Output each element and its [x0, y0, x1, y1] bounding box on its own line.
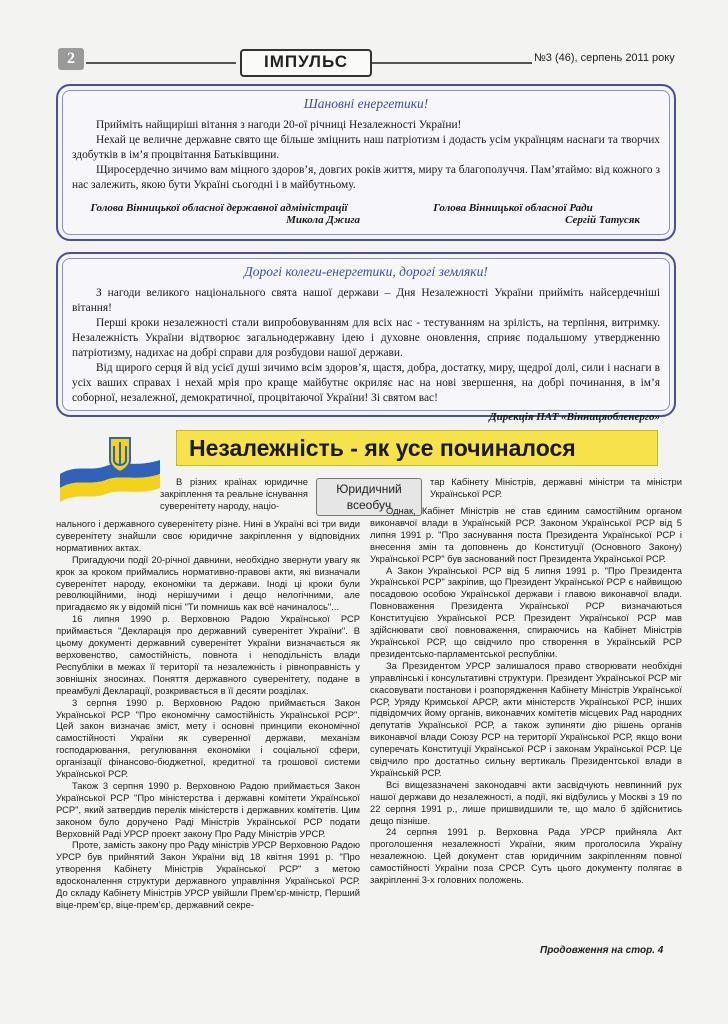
signature-right: [366, 202, 660, 226]
signature-left-title: Голова Вінницької обласної державної адміністрації: [90, 202, 348, 214]
rubric-line: Юридичний: [336, 482, 402, 496]
rubric-line: всеобуч: [346, 498, 392, 512]
article-column-left: [56, 518, 360, 911]
article-paragraph: Всі вищезазначені законодавчі акти засвідчують невпинний рух нашої держави до незалежності, а події, які відбулись у Москві з 19 по 22 серпня 1991 р., лише пришвидшили те, що мало б здійснитись дещо пізніше.: [370, 778, 682, 826]
greeting-paragraph: Щиросердечно зичимо вам міцного здоров’я, довгих років життя, миру та благополуччя. Пам’ятаймо: від кожного з нас залежить, якою бути Україні сьогодні і в майбутньому.: [72, 164, 660, 191]
article-lead: [160, 476, 308, 512]
article-paragraph: 24 серпня 1991 р. Верховна Рада УРСР прийняла Акт проголошення незалежності України, яким проголосила Україну незалежною. Цей документ став юридичним закріпленням повної самостійності України поза СРСР. Суть цього документу полягає в закріпленні 3-х головних положень.: [370, 826, 682, 886]
article-paragraph: 16 липня 1990 р. Верховною Радою Української РСР приймається "Декларація про державний суверенітет України". В цьому документі державний суверенітет України визначається як верховенство, самостійність, повнота і неподільність влади Республіки в межах її території та незалежність і рівноправність у зовнішніх зносинах. Поняття державного суверенітету, подане в преамбулі Декларації, розкривається в її десяти розділах.: [56, 613, 360, 696]
ukrainian-flag-emblem-icon: [56, 430, 164, 510]
greeting-paragraph: Прийміть найщиріші вітання з нагоди 20-ої річниці Незалежності України!: [96, 119, 462, 131]
continued-note: Продовження на стор. 4: [540, 945, 664, 956]
article-paragraph: За Президентом УРСР залишалося право створювати необхідні управлінські і консультативні структури. Президент Української РСР міг скасовувати постанови і розпорядження Кабінету Міністрів Української РСР, Уряду Кримської АРСР, акти міністерств Української РСР, інших підвідомчих йому органів, виконавчих комітетів місцевих Рад народних депутатів Української РСР, а також зупиняти дію рішень органів виконавчої влади Союзу РСР на території Української РСР, якщо вони суперечать Конституції Української РСР і законам Української РСР. Це свідчило про достатньо сильну вертикаль Президентської влади в Українській РСР.: [370, 659, 682, 778]
greeting-box-officials: [56, 84, 676, 241]
article-paragraph: тар Кабінету Міністрів, державні міністри та міністри Української РСР.: [430, 476, 682, 499]
header-rule-left: [86, 62, 236, 64]
signatures: [72, 202, 660, 226]
greeting-paragraph: З нагоди великого національного свята нашої держави – Дня Незалежності України прийміть найсердечніші вітання!: [72, 287, 660, 314]
greeting-title: Дорогі колеги-енергетики, дорогі земляки!: [244, 264, 488, 279]
article-headline: Незалежність - як усе починалося: [176, 430, 658, 466]
article-paragraph: Однак, Кабінет Міністрів не став єдиним самостійним органом виконавчої влади в Українській РСР. Законом Української РСР від 5 липня 1991 р. "Про заснування поста Президента Української РСР і внесення змін та доповнень до Конституції (Основного Закону) Української РСР" був заснований пост Президента Української РСР.: [370, 505, 682, 564]
article-paragraph: Також 3 серпня 1990 р. Верховною Радою приймається Закон Української РСР "Про міністерства і державні комітети Української РСР", який затвердив перелік міністерств і державних комітетів. Цим законом було доручено Раді Міністрів Української РСР подати Верховній Раді УРСР проект закону Про Раду Міністрів УРСР.: [56, 779, 360, 839]
article-paragraph: А Закон Української РСР від 5 липня 1991 р. "Про Президента Української РСР" закріпив, що Президент Української РСР є найвищою посадовою особою Української держави і главою виконавчої влади. Повноваження Президента Української РСР визначаються Конституцією Української РСР. Президент Української РСР мав здійснювати свої повноваження, спираючись на Кабінет Міністрів Української РСР, що свідчило про створення в Українській РСР президентсько-парламентської республіки.: [370, 564, 682, 659]
article-column-right-top: [430, 476, 682, 500]
issue-date: №3 (46), серпень 2011 року: [534, 52, 675, 64]
lead-paragraph: В різних країнах юридичне закріплення та реальне існування суверенітету народу, націо-: [160, 476, 308, 511]
signature-left-name: Микола Джига: [286, 214, 360, 226]
greeting-box-company: [56, 252, 676, 423]
article-paragraph: нального і державного суверенітету різне. Нині в Україні всі три види суверенітету знайшли своє юридичне закріплення у відповідних нормативних актах.: [56, 518, 360, 553]
page-number: 2: [58, 48, 84, 70]
article-paragraph: Пригадуючи події 20-річної давнини, необхідно звернути увагу як крок за кроком приймались нормативно-правові акти, які визначали суверенітет народу, економіки та держави. Іноді ці кроки були революційними, іноді нерішучими і дещо нелогічними, але пригадаємо як у відомій пісні "Ти помнишь как всё начиналось"...: [56, 553, 360, 613]
company-signature: Дирекція ПАТ «Вінницяобленерго»: [489, 411, 660, 423]
signature-left: [72, 202, 366, 226]
header-rule-right: [372, 62, 532, 64]
greeting-title: Шановні енергетики!: [303, 96, 429, 111]
article-paragraph: 3 серпня 1990 р. Верховною Радою приймається Закон Української РСР "Про економічну самостійність Української РСР". Цей закон визначає зміст, мету і основні принципи економічної самостійності України як суверенної держави, механізм господарювання, регулювання економіки і соціальної сфери, організації фінансово-бюджетної, кредитної та грошової системи Української РСР.: [56, 696, 360, 780]
greeting-paragraph: Перші кроки незалежності стали випробовуванням для всіх нас - тестуванням на зрілість, на терпіння, витримку. Незалежність України відтворює загальнодержавну ідею і духовне оновлення, сприяє подальшому утвердженню патріотизму, надихає на добрі справи для розбудови нашої держави.: [72, 317, 660, 359]
greeting-paragraph: Від щирого серця й від усієї душі зичимо всім здоров’я, щастя, добра, достатку, миру, щедрої долі, сили і наснаги в усіх ваших справах і нехай мрія про краще майбутнє окриляє нас на нові звершення, на добрі починання, в ім’я соборної, незалежної, демократичної, процвітаючої України! Зі святом вас!: [72, 362, 660, 404]
newspaper-logo: ІМПУЛЬС: [240, 49, 372, 77]
signature-right-name: Сергій Татусяк: [565, 214, 640, 226]
greeting-paragraph: Нехай це величне державне свято ще більше зміцнить наш патріотизм і додасть усім українцям наснаги та творчих здобутків в ім’я процвітання Батьківщини.: [72, 134, 660, 161]
article-paragraph: Проте, замість закону про Раду міністрів УРСР Верховною Радою УРСР був прийнятий Закон України від 18 квітня 1991 р. "Про утворення Кабінету Міністрів Української РСР" з метою вдосконалення структури державного управління Української РСР. До складу Кабінету Міністрів УРСР увійшли Прем’єр-міністр, Перший віце-прем’єр, віце-прем’єр, державний секре-: [56, 839, 360, 910]
article-column-right: [370, 505, 682, 886]
signature-right-title: Голова Вінницької обласної Ради: [433, 202, 593, 214]
